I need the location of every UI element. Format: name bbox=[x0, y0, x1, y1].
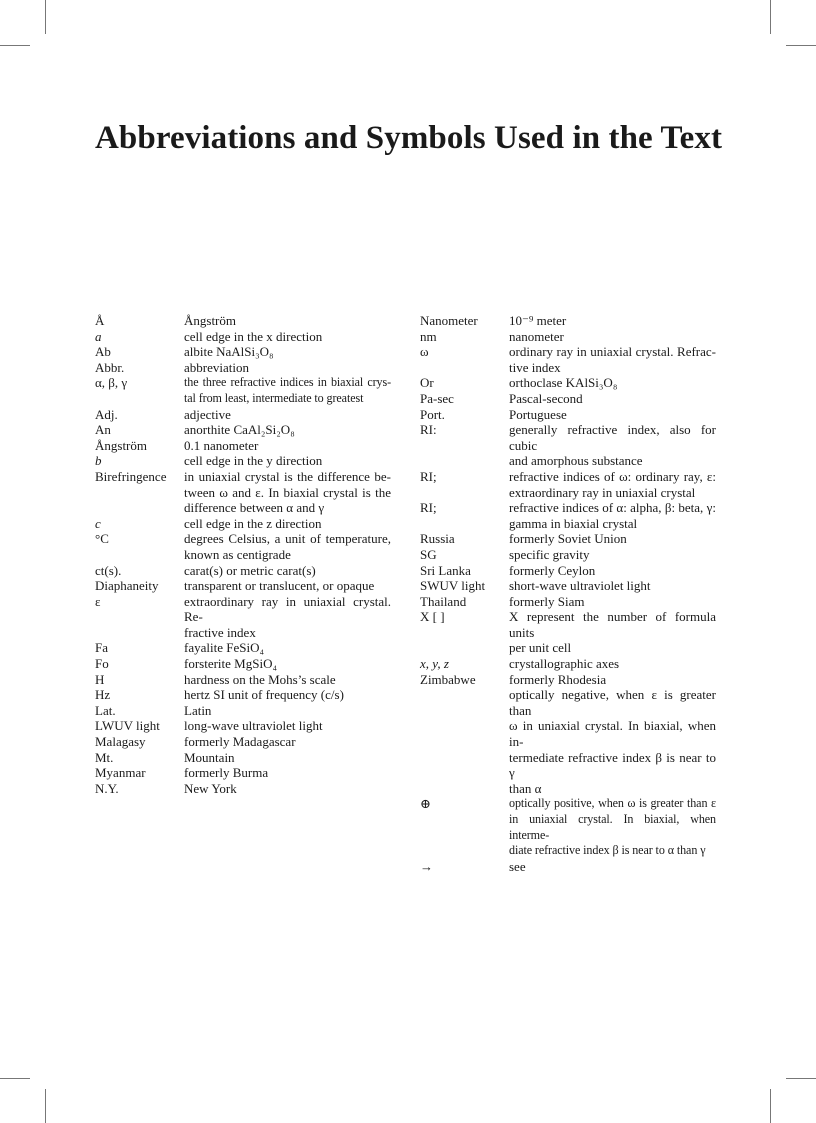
abbreviation-definition bbox=[509, 656, 716, 672]
definition-line: per unit cell bbox=[509, 640, 572, 656]
definition-line: formerly Madagascar bbox=[184, 734, 296, 750]
abbreviation-term: X [ ] bbox=[420, 609, 445, 625]
definition-line: ω in uniaxial crystal. In biaxial, when in- bbox=[509, 718, 716, 750]
definition-line: transparent or translucent, or opaque bbox=[184, 578, 375, 594]
abbreviation-definition bbox=[184, 750, 391, 766]
definition-line: difference between α and γ bbox=[184, 500, 325, 516]
abbreviation-entry bbox=[95, 360, 391, 376]
abbreviation-term: Port. bbox=[420, 406, 445, 422]
abbreviation-definition bbox=[509, 578, 716, 594]
abbreviation-definition bbox=[184, 578, 391, 594]
abbreviation-term: Fa bbox=[95, 640, 108, 656]
abbreviation-definition bbox=[184, 656, 391, 672]
definition-line: fractive index bbox=[184, 624, 256, 640]
definition-line: nanometer bbox=[509, 328, 564, 344]
definition-line: cell edge in the x direction bbox=[184, 328, 323, 344]
abbreviation-definition bbox=[509, 594, 716, 610]
abbreviation-term: H bbox=[95, 671, 105, 687]
abbreviation-definition bbox=[184, 313, 391, 329]
abbreviation-term: LWUV light bbox=[95, 718, 160, 734]
abbreviation-entry bbox=[95, 656, 391, 672]
definition-line: formerly Ceylon bbox=[509, 562, 596, 578]
abbreviation-entry bbox=[95, 750, 391, 766]
abbreviation-term: Russia bbox=[420, 531, 455, 547]
abbreviation-entry bbox=[95, 594, 391, 641]
abbreviation-term: Adj. bbox=[95, 406, 118, 422]
definition-line: Latin bbox=[184, 702, 212, 718]
definition-line: hertz SI unit of frequency (c/s) bbox=[184, 687, 344, 703]
abbreviation-term: ε bbox=[95, 593, 101, 609]
abbreviation-entry bbox=[420, 687, 716, 796]
abbreviation-term: RI; bbox=[420, 500, 437, 516]
abbreviation-entry bbox=[95, 703, 391, 719]
abbreviation-definition bbox=[509, 796, 716, 858]
abbreviation-entry bbox=[420, 329, 716, 345]
abbreviation-entry bbox=[95, 578, 391, 594]
abbreviation-entry bbox=[420, 469, 716, 500]
abbreviation-term: N.Y. bbox=[95, 780, 119, 796]
definition-line: formerly Siam bbox=[509, 593, 585, 609]
abbreviation-term: RI: bbox=[420, 422, 437, 438]
abbreviation-definition bbox=[184, 672, 391, 688]
abbreviation-entry bbox=[95, 781, 391, 797]
abbreviation-definition bbox=[184, 594, 391, 641]
abbreviation-entry bbox=[420, 672, 716, 688]
abbreviation-entry bbox=[95, 453, 391, 469]
abbreviation-definition bbox=[184, 360, 391, 376]
definition-line: generally refractive index, also for cubic bbox=[509, 422, 716, 453]
definition-line: the three refractive indices in biaxial crys- bbox=[184, 375, 391, 390]
definition-line: Pascal-second bbox=[509, 390, 583, 406]
definition-line: formerly Soviet Union bbox=[509, 531, 627, 547]
crop-mark bbox=[0, 45, 30, 46]
abbreviation-term: Thailand bbox=[420, 593, 467, 609]
definition-line: abbreviation bbox=[184, 359, 249, 375]
definition-line: long-wave ultraviolet light bbox=[184, 718, 323, 734]
abbreviation-term: Zimbabwe bbox=[420, 671, 476, 687]
definition-line: short-wave ultraviolet light bbox=[509, 578, 651, 594]
crop-mark bbox=[786, 1078, 816, 1079]
abbreviation-definition bbox=[184, 765, 391, 781]
abbreviation-term: Birefringence bbox=[95, 468, 167, 484]
abbreviation-definition bbox=[184, 703, 391, 719]
abbreviation-definition bbox=[509, 859, 716, 875]
abbreviation-definition bbox=[509, 531, 716, 547]
abbreviation-entry bbox=[420, 422, 716, 469]
definition-line: 0.1 nanometer bbox=[184, 437, 259, 453]
abbreviation-definition bbox=[184, 516, 391, 532]
abbreviation-entry bbox=[420, 531, 716, 547]
abbreviation-definition bbox=[184, 563, 391, 579]
abbreviation-definition bbox=[509, 422, 716, 469]
abbreviation-entry bbox=[420, 391, 716, 407]
abbreviation-entry bbox=[95, 687, 391, 703]
abbreviation-entry bbox=[95, 734, 391, 750]
abbreviation-entry bbox=[420, 656, 716, 672]
abbreviation-definition bbox=[184, 640, 391, 656]
abbreviation-term: ct(s). bbox=[95, 562, 122, 578]
definition-line: degrees Celsius, a unit of temperature, bbox=[184, 531, 391, 547]
abbreviation-term: Or bbox=[420, 375, 434, 391]
definition-line: and amorphous substance bbox=[509, 453, 643, 469]
page-title: Abbreviations and Symbols Used in the Text bbox=[95, 120, 723, 156]
abbreviation-entry bbox=[95, 344, 391, 360]
crop-mark bbox=[770, 1089, 771, 1123]
abbreviation-term: Myanmar bbox=[95, 765, 146, 781]
abbreviation-entry bbox=[95, 375, 391, 406]
definition-line: tween ω and ε. In biaxial crystal is the bbox=[184, 484, 391, 500]
definition-line: extraordinary ray in uniaxial crystal bbox=[509, 484, 696, 500]
abbreviation-definition bbox=[509, 672, 716, 688]
definition-line: carat(s) or metric carat(s) bbox=[184, 562, 316, 578]
abbreviation-term: °C bbox=[95, 531, 109, 547]
abbreviation-definition bbox=[184, 422, 391, 438]
abbreviation-definition bbox=[509, 391, 716, 407]
abbreviations-right-column bbox=[420, 313, 716, 874]
abbreviation-entry bbox=[420, 344, 716, 375]
definition-line: optically negative, when ε is greater than bbox=[509, 687, 716, 718]
definition-line: 10⁻⁹ meter bbox=[509, 313, 567, 328]
abbreviation-definition bbox=[184, 531, 391, 562]
abbreviation-definition bbox=[509, 547, 716, 563]
abbreviation-term: nm bbox=[420, 328, 437, 344]
abbreviation-term bbox=[420, 687, 509, 796]
abbreviation-entry bbox=[420, 578, 716, 594]
definition-line: diate refractive index β is near to α than γ bbox=[509, 843, 706, 858]
definition-line: in uniaxial crystal is the difference be- bbox=[184, 468, 391, 484]
abbreviation-definition bbox=[509, 329, 716, 345]
abbreviation-definition bbox=[184, 438, 391, 454]
abbreviation-entry bbox=[420, 594, 716, 610]
definition-line: formerly Rhodesia bbox=[509, 671, 607, 687]
abbreviation-definition bbox=[509, 609, 716, 656]
abbreviation-entry bbox=[95, 422, 391, 438]
abbreviation-term: Nanometer bbox=[420, 313, 478, 328]
definition-line: tive index bbox=[509, 359, 561, 375]
abbreviation-definition bbox=[184, 718, 391, 734]
definition-line: specific gravity bbox=[509, 546, 590, 562]
definition-line: gamma in biaxial crystal bbox=[509, 515, 638, 531]
abbreviation-entry bbox=[420, 796, 716, 858]
definition-line: ordinary ray in uniaxial crystal. Refrac- bbox=[509, 344, 716, 360]
abbreviation-definition bbox=[509, 563, 716, 579]
abbreviation-term: Sri Lanka bbox=[420, 562, 471, 578]
abbreviation-definition bbox=[509, 375, 716, 391]
abbreviation-entry bbox=[95, 531, 391, 562]
abbreviation-term: An bbox=[95, 422, 111, 438]
abbreviation-term: α, β, γ bbox=[95, 375, 128, 391]
abbreviation-term: SG bbox=[420, 546, 437, 562]
abbreviation-term: a bbox=[95, 328, 102, 344]
abbreviation-term: → bbox=[420, 858, 433, 874]
abbreviation-entry bbox=[95, 718, 391, 734]
abbreviation-entry bbox=[420, 547, 716, 563]
abbreviation-term: Malagasy bbox=[95, 734, 146, 750]
abbreviation-entry bbox=[95, 672, 391, 688]
abbreviation-entry bbox=[95, 765, 391, 781]
abbreviations-left-column bbox=[95, 313, 391, 796]
abbreviation-definition bbox=[509, 687, 716, 796]
abbreviation-term: SWUV light bbox=[420, 578, 486, 594]
definition-line: termediate refractive index β is near to γ bbox=[509, 749, 716, 781]
abbreviation-term: x, y, z bbox=[420, 656, 449, 672]
definition-line: adjective bbox=[184, 406, 231, 422]
abbreviation-term: Mt. bbox=[95, 749, 114, 765]
abbreviation-term: Hz bbox=[95, 687, 111, 703]
definition-line: forsterite MgSiO₄ bbox=[184, 656, 277, 672]
definition-line: optically positive, when ω is greater than ε bbox=[509, 796, 716, 811]
abbreviation-entry bbox=[420, 375, 716, 391]
crop-mark bbox=[0, 1078, 30, 1079]
abbreviation-entry bbox=[95, 313, 391, 329]
abbreviation-entry bbox=[420, 407, 716, 423]
definition-line: refractive indices of ω: ordinary ray, ε: bbox=[509, 468, 716, 484]
abbreviation-entry bbox=[95, 407, 391, 423]
abbreviation-definition bbox=[184, 375, 391, 406]
abbreviation-term: Pa-sec bbox=[420, 390, 454, 406]
definition-line: formerly Burma bbox=[184, 765, 269, 781]
abbreviation-definition bbox=[184, 469, 391, 516]
abbreviation-definition bbox=[184, 781, 391, 797]
definition-line: cell edge in the z direction bbox=[184, 515, 322, 531]
abbreviation-entry bbox=[420, 859, 716, 875]
abbreviation-entry bbox=[95, 516, 391, 532]
abbreviation-term: Ab bbox=[95, 344, 111, 360]
abbreviation-term: Ångström bbox=[95, 437, 147, 453]
abbreviation-definition bbox=[509, 313, 716, 329]
abbreviation-entry bbox=[420, 313, 716, 329]
abbreviation-entry bbox=[420, 563, 716, 579]
definition-line: anorthite CaAl₂Si₂O₈ bbox=[184, 422, 295, 438]
abbreviation-term: Å bbox=[95, 313, 105, 328]
crop-mark bbox=[45, 1089, 46, 1123]
definition-line: albite NaAlSi₃O₈ bbox=[184, 344, 274, 360]
definition-line: fayalite FeSiO₄ bbox=[184, 640, 264, 656]
definition-line: extraordinary ray in uniaxial crystal. Re- bbox=[184, 593, 391, 625]
abbreviation-entry bbox=[95, 438, 391, 454]
abbreviation-definition bbox=[509, 407, 716, 423]
abbreviation-term: Diaphaneity bbox=[95, 578, 159, 594]
definition-line: orthoclase KAlSi₃O₈ bbox=[509, 375, 618, 391]
abbreviation-definition bbox=[509, 344, 716, 375]
abbreviation-definition bbox=[509, 469, 716, 500]
definition-line: known as centigrade bbox=[184, 546, 291, 562]
crop-mark bbox=[770, 0, 771, 34]
abbreviation-term: RI; bbox=[420, 468, 437, 484]
abbreviation-definition bbox=[184, 734, 391, 750]
abbreviation-term: b bbox=[95, 453, 102, 469]
abbreviation-definition bbox=[184, 453, 391, 469]
definition-line: see bbox=[509, 858, 526, 874]
abbreviation-term: ω bbox=[420, 344, 429, 360]
definition-line: crystallographic axes bbox=[509, 656, 620, 672]
abbreviation-entry bbox=[420, 609, 716, 656]
definition-line: X represent the number of formula units bbox=[509, 609, 716, 640]
definition-line: Portuguese bbox=[509, 406, 567, 422]
abbreviation-entry bbox=[95, 563, 391, 579]
abbreviation-definition bbox=[184, 687, 391, 703]
abbreviation-definition bbox=[184, 329, 391, 345]
definition-line: New York bbox=[184, 780, 237, 796]
abbreviation-entry bbox=[95, 640, 391, 656]
abbreviation-definition bbox=[184, 407, 391, 423]
definition-line: hardness on the Mohs’s scale bbox=[184, 671, 336, 687]
definition-line: cell edge in the y direction bbox=[184, 453, 323, 469]
definition-line: Ångström bbox=[184, 313, 236, 328]
abbreviation-term: c bbox=[95, 515, 101, 531]
abbreviation-entry bbox=[95, 329, 391, 345]
abbreviation-term: Abbr. bbox=[95, 359, 125, 375]
definition-line: refractive indices of α: alpha, β: beta, γ: bbox=[509, 500, 716, 516]
definition-line: than α bbox=[509, 780, 542, 796]
abbreviation-definition bbox=[509, 500, 716, 531]
definition-line: in uniaxial crystal. In biaxial, when interme- bbox=[509, 812, 716, 842]
abbreviation-term: Fo bbox=[95, 656, 109, 672]
abbreviation-entry bbox=[95, 469, 391, 516]
definition-line: tal from least, intermediate to greatest bbox=[184, 390, 364, 405]
abbreviation-term: ⊕ bbox=[420, 796, 431, 812]
abbreviation-definition bbox=[184, 344, 391, 360]
abbreviation-entry bbox=[420, 500, 716, 531]
crop-mark bbox=[45, 0, 46, 34]
abbreviation-term: Lat. bbox=[95, 702, 116, 718]
definition-line: Mountain bbox=[184, 749, 235, 765]
crop-mark bbox=[786, 45, 816, 46]
